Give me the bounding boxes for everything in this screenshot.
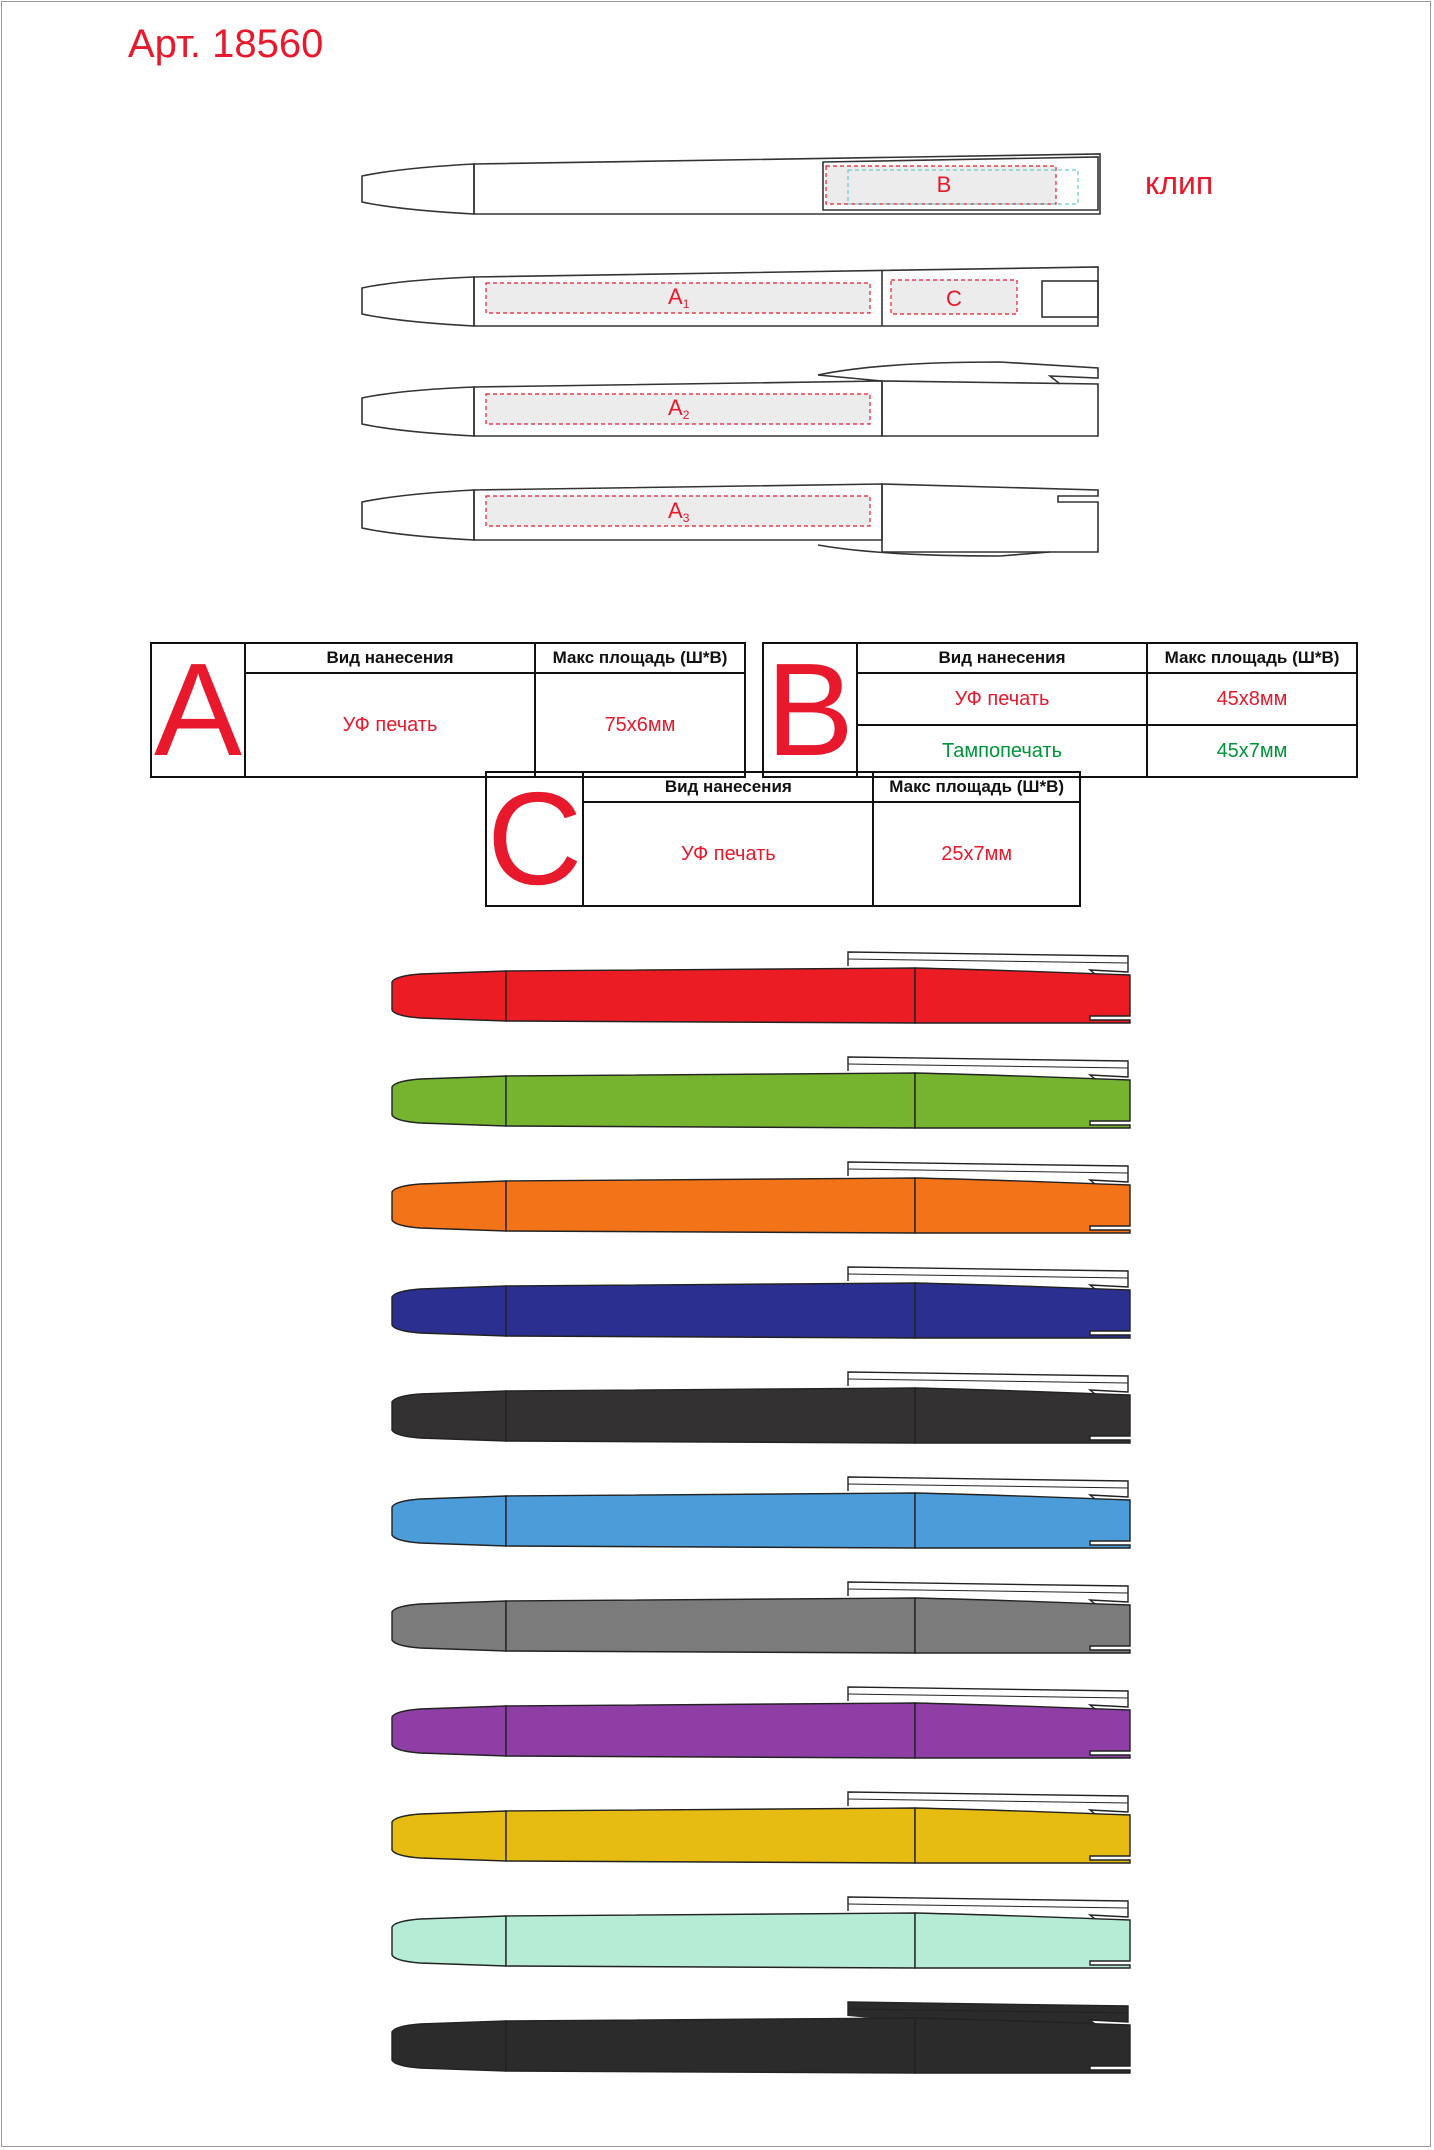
table-c-col1: Вид нанесения [583, 772, 873, 802]
table-zone-b [762, 636, 1358, 783]
zone-b-label: B [936, 172, 952, 197]
table-b-method-2: Тампопечать [857, 725, 1147, 777]
table-a-size: 75х6мм [535, 673, 745, 777]
table-a-method: УФ печать [245, 673, 535, 777]
table-a-col1: Вид нанесения [245, 643, 535, 673]
article-title: Арт. 18560 [128, 22, 324, 66]
table-c-method: УФ печать [583, 802, 873, 906]
zone-c-label: C [946, 286, 962, 311]
table-a-letter: A [151, 643, 245, 777]
table-b-col1: Вид нанесения [857, 643, 1147, 673]
table-zone-c [485, 765, 1081, 912]
table-b-letter: B [763, 643, 857, 777]
table-b-method-1: УФ печать [857, 673, 1147, 725]
table-c-letter: C [487, 765, 583, 912]
table-b-size-2: 45х7мм [1147, 725, 1357, 777]
print-zone-diagrams [0, 0, 1434, 700]
table-b-col2: Макс площадь (Ш*В) [1147, 643, 1357, 673]
clip-label: клип [1145, 165, 1214, 201]
table-c-col2: Макс площадь (Ш*В) [873, 772, 1080, 802]
table-zone-a [150, 636, 746, 783]
zone-a2-label: A2 [668, 395, 690, 422]
table-b-size-1: 45х8мм [1147, 673, 1357, 725]
table-c-size: 25х7мм [873, 802, 1080, 906]
zone-a1-label: A1 [668, 284, 690, 311]
zone-a3-label: A3 [668, 498, 690, 525]
table-a-col2: Макс площадь (Ш*В) [535, 643, 745, 673]
